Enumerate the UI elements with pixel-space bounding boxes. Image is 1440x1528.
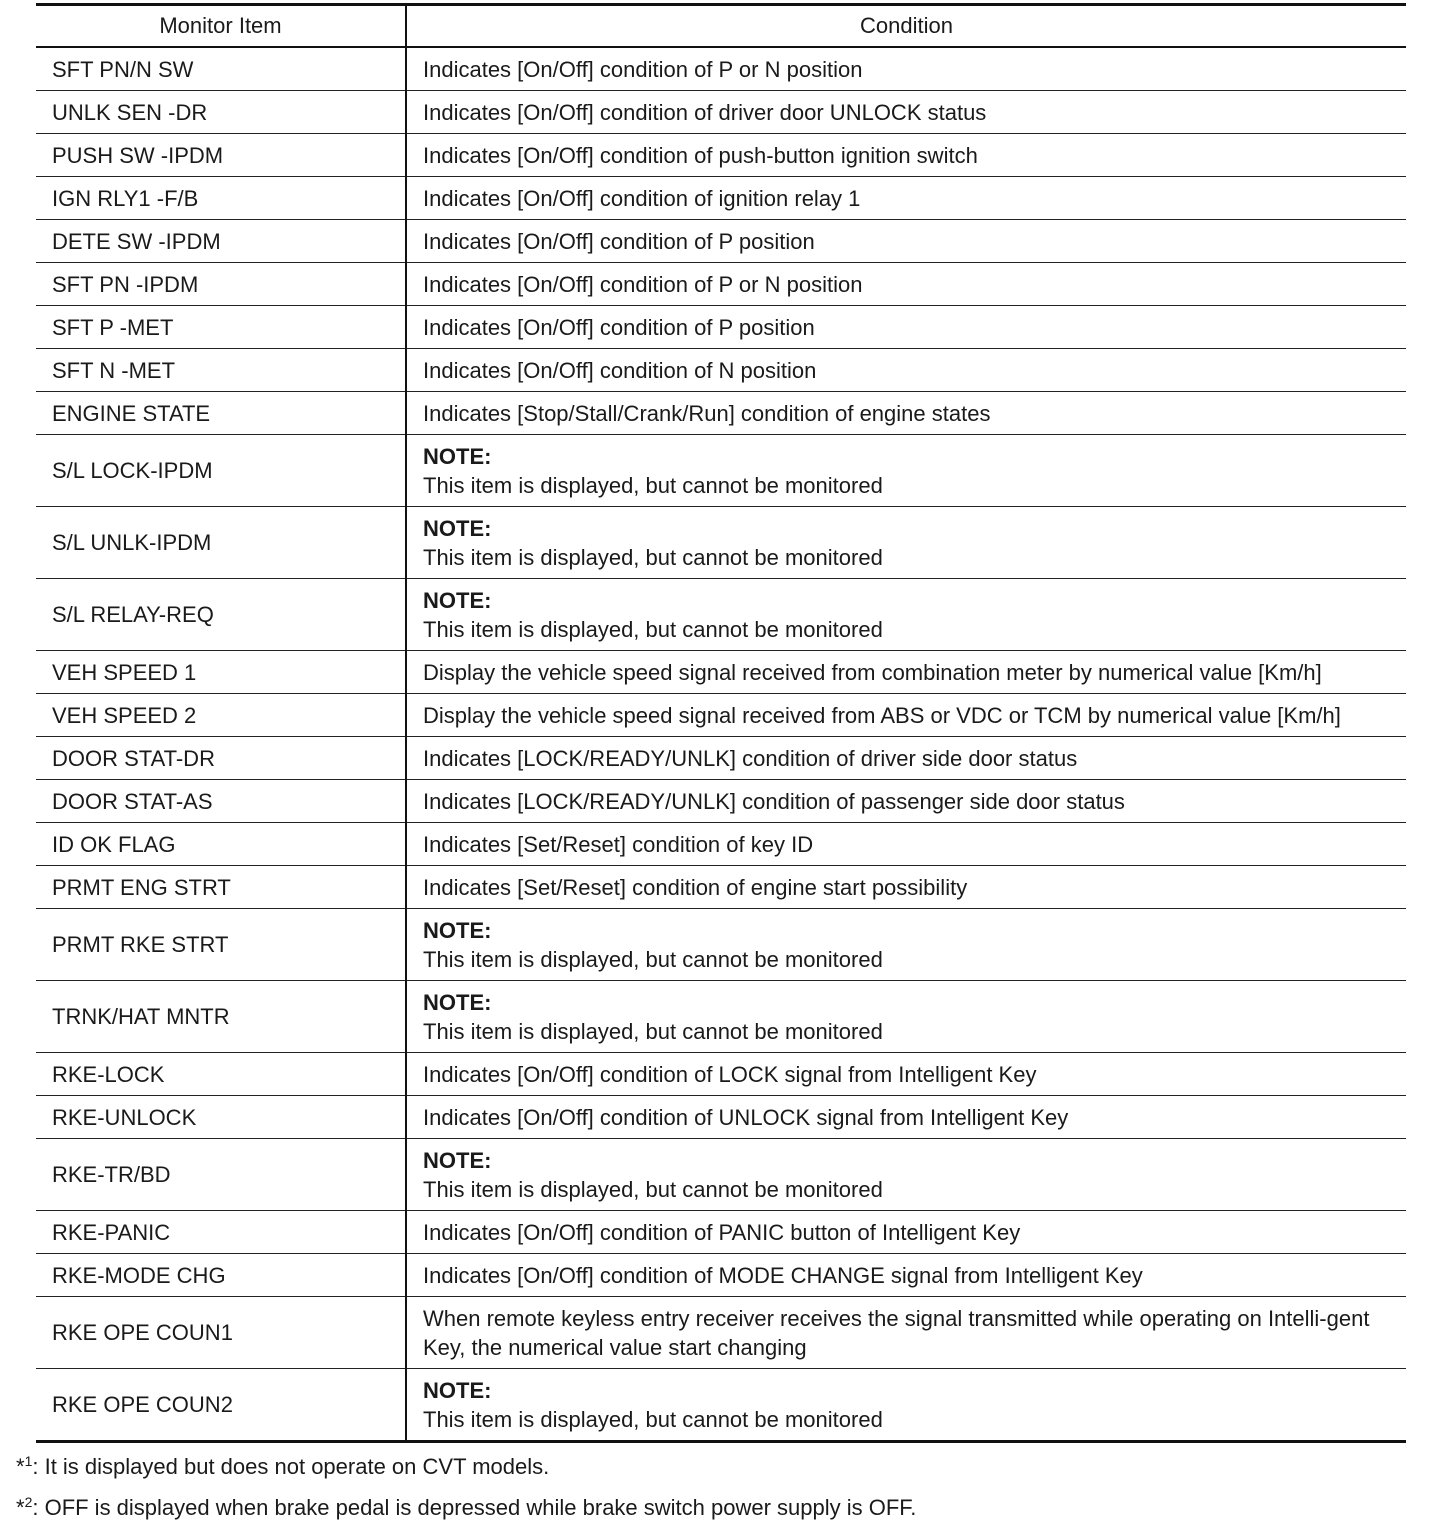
- condition-cell: When remote keyless entry receiver receives the signal transmitted while operating on Intelli-gent Key, the numerical value start changing: [406, 1297, 1406, 1369]
- condition-cell: [406, 1139, 1406, 1211]
- condition-cell: Indicates [On/Off] condition of N position: [406, 349, 1406, 392]
- footnote-1: [16, 1453, 549, 1481]
- table-row: [36, 1139, 1406, 1211]
- table-row: [36, 435, 1406, 507]
- condition-cell: Indicates [On/Off] condition of PANIC button of Intelligent Key: [406, 1211, 1406, 1254]
- monitor-item-cell: ENGINE STATE: [36, 392, 406, 435]
- monitor-item-table: [36, 3, 1406, 1443]
- table-row: [36, 47, 1406, 91]
- condition-text: This item is displayed, but cannot be monitored: [423, 544, 883, 570]
- table-row: [36, 1254, 1406, 1297]
- condition-cell: Indicates [LOCK/READY/UNLK] condition of driver side door status: [406, 737, 1406, 780]
- condition-cell: Display the vehicle speed signal received from ABS or VDC or TCM by numerical value [Km/h]: [406, 694, 1406, 737]
- table-row: [36, 1297, 1406, 1369]
- table-row: [36, 306, 1406, 349]
- table-row: [36, 981, 1406, 1053]
- condition-cell: [406, 579, 1406, 651]
- monitor-item-cell: DETE SW -IPDM: [36, 220, 406, 263]
- footnote-mark: *: [16, 1495, 25, 1520]
- table-row: [36, 909, 1406, 981]
- table-header-row: [36, 5, 1406, 48]
- table-row: [36, 1053, 1406, 1096]
- condition-cell: Indicates [Set/Reset] condition of engine start possibility: [406, 866, 1406, 909]
- header-condition: Condition: [406, 5, 1406, 48]
- footnote-number: 1: [24, 1453, 33, 1469]
- monitor-item-cell: RKE-MODE CHG: [36, 1254, 406, 1297]
- table-row: [36, 392, 1406, 435]
- note-label: NOTE:: [423, 989, 492, 1015]
- monitor-item-cell: TRNK/HAT MNTR: [36, 981, 406, 1053]
- monitor-item-cell: SFT PN -IPDM: [36, 263, 406, 306]
- table-body: [36, 47, 1406, 1442]
- condition-cell: [406, 981, 1406, 1053]
- monitor-item-cell: PRMT ENG STRT: [36, 866, 406, 909]
- table-row: [36, 866, 1406, 909]
- condition-cell: Indicates [On/Off] condition of P or N position: [406, 263, 1406, 306]
- table-row: [36, 1369, 1406, 1442]
- condition-cell: Indicates [LOCK/READY/UNLK] condition of passenger side door status: [406, 780, 1406, 823]
- condition-text: This item is displayed, but cannot be monitored: [423, 1406, 883, 1432]
- table-row: [36, 694, 1406, 737]
- monitor-item-cell: VEH SPEED 1: [36, 651, 406, 694]
- footnote-text: : OFF is displayed when brake pedal is depressed while brake switch power supply is OFF.: [32, 1495, 917, 1520]
- table-row: [36, 823, 1406, 866]
- monitor-item-cell: PUSH SW -IPDM: [36, 134, 406, 177]
- footnote-number: 2: [24, 1494, 33, 1510]
- condition-cell: [406, 507, 1406, 579]
- condition-text: This item is displayed, but cannot be monitored: [423, 616, 883, 642]
- condition-cell: [406, 435, 1406, 507]
- table-row: [36, 1211, 1406, 1254]
- condition-cell: Indicates [On/Off] condition of P position: [406, 306, 1406, 349]
- monitor-item-cell: SFT PN/N SW: [36, 47, 406, 91]
- monitor-item-cell: VEH SPEED 2: [36, 694, 406, 737]
- footnote-text: : It is displayed but does not operate on CVT models.: [32, 1454, 550, 1479]
- table-row: [36, 134, 1406, 177]
- note-label: NOTE:: [423, 587, 492, 613]
- note-label: NOTE:: [423, 917, 492, 943]
- note-label: NOTE:: [423, 1147, 492, 1173]
- monitor-item-cell: RKE-TR/BD: [36, 1139, 406, 1211]
- monitor-item-cell: RKE-PANIC: [36, 1211, 406, 1254]
- condition-cell: Indicates [On/Off] condition of P position: [406, 220, 1406, 263]
- monitor-item-cell: SFT N -MET: [36, 349, 406, 392]
- table-row: [36, 507, 1406, 579]
- note-label: NOTE:: [423, 515, 492, 541]
- condition-cell: Indicates [On/Off] condition of P or N position: [406, 47, 1406, 91]
- condition-text: This item is displayed, but cannot be monitored: [423, 1176, 883, 1202]
- monitor-item-cell: DOOR STAT-AS: [36, 780, 406, 823]
- monitor-item-cell: RKE OPE COUN1: [36, 1297, 406, 1369]
- monitor-item-cell: S/L UNLK-IPDM: [36, 507, 406, 579]
- condition-text: This item is displayed, but cannot be monitored: [423, 472, 883, 498]
- monitor-item-cell: RKE-UNLOCK: [36, 1096, 406, 1139]
- monitor-item-cell: SFT P -MET: [36, 306, 406, 349]
- condition-text: This item is displayed, but cannot be monitored: [423, 946, 883, 972]
- monitor-item-cell: PRMT RKE STRT: [36, 909, 406, 981]
- table-row: [36, 349, 1406, 392]
- footnote-2: [16, 1494, 916, 1522]
- condition-cell: Indicates [On/Off] condition of MODE CHANGE signal from Intelligent Key: [406, 1254, 1406, 1297]
- condition-cell: Indicates [On/Off] condition of push-button ignition switch: [406, 134, 1406, 177]
- monitor-item-cell: IGN RLY1 -F/B: [36, 177, 406, 220]
- condition-cell: Indicates [On/Off] condition of ignition relay 1: [406, 177, 1406, 220]
- condition-cell: Indicates [On/Off] condition of driver door UNLOCK status: [406, 91, 1406, 134]
- table-row: [36, 220, 1406, 263]
- monitor-item-cell: S/L LOCK-IPDM: [36, 435, 406, 507]
- monitor-item-cell: S/L RELAY-REQ: [36, 579, 406, 651]
- condition-cell: Indicates [On/Off] condition of LOCK signal from Intelligent Key: [406, 1053, 1406, 1096]
- table-row: [36, 1096, 1406, 1139]
- condition-cell: Indicates [Set/Reset] condition of key ID: [406, 823, 1406, 866]
- note-label: NOTE:: [423, 443, 492, 469]
- monitor-item-cell: DOOR STAT-DR: [36, 737, 406, 780]
- condition-cell: [406, 909, 1406, 981]
- condition-cell: Indicates [On/Off] condition of UNLOCK signal from Intelligent Key: [406, 1096, 1406, 1139]
- table-row: [36, 263, 1406, 306]
- table-row: [36, 737, 1406, 780]
- table-row: [36, 177, 1406, 220]
- table-row: [36, 579, 1406, 651]
- header-monitor-item: Monitor Item: [36, 5, 406, 48]
- footnote-mark: *: [16, 1454, 25, 1479]
- table-row: [36, 651, 1406, 694]
- monitor-item-cell: RKE OPE COUN2: [52, 1392, 233, 1417]
- condition-cell: Display the vehicle speed signal received from combination meter by numerical value [Km/h]: [406, 651, 1406, 694]
- note-label: NOTE:: [423, 1377, 492, 1403]
- monitor-item-cell: UNLK SEN -DR: [36, 91, 406, 134]
- table-row: [36, 91, 1406, 134]
- condition-cell: Indicates [Stop/Stall/Crank/Run] condition of engine states: [406, 392, 1406, 435]
- monitor-item-cell: ID OK FLAG: [36, 823, 406, 866]
- condition-cell: [406, 1369, 1406, 1442]
- table-row: [36, 780, 1406, 823]
- condition-text: This item is displayed, but cannot be monitored: [423, 1018, 883, 1044]
- monitor-item-cell: RKE-LOCK: [36, 1053, 406, 1096]
